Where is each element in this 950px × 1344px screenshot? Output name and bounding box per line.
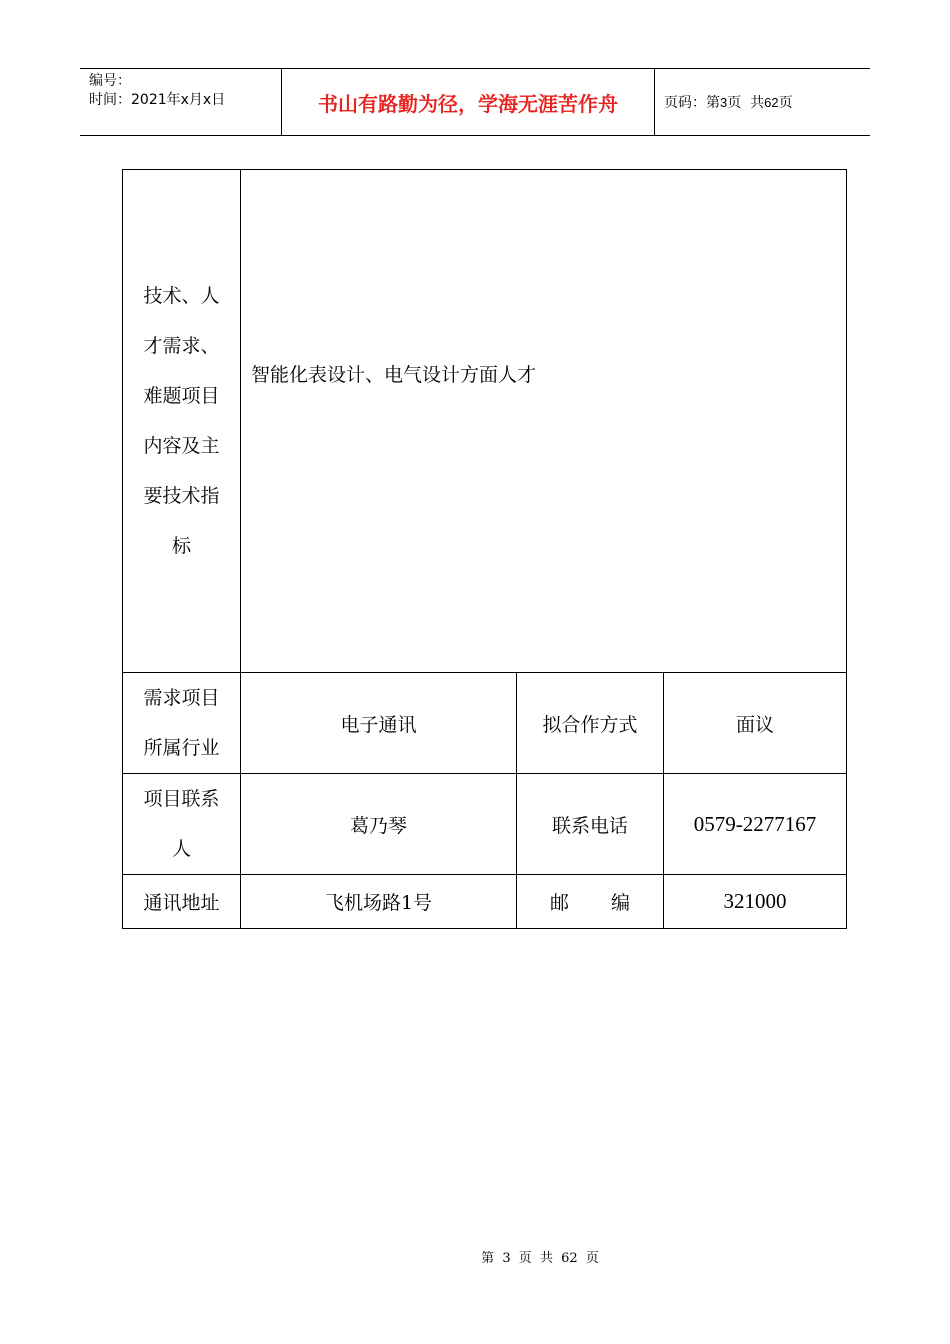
page-header [80,68,870,136]
tech-label-line: 标 [171,535,191,557]
header-page-suffix: 页 [778,95,793,111]
cooperation-label: 拟合作方式 [517,673,664,774]
header-page-mid: 页 共 [727,95,765,111]
footer-current: 3 [502,1251,511,1266]
header-meta [80,69,282,135]
phone-value: 0579-2277167 [664,774,847,875]
footer-total: 62 [561,1251,578,1266]
address-row [123,875,847,929]
tech-requirement-label [123,170,241,673]
header-motto: 书山有路勤为径，学海无涯苦作舟 [282,69,655,135]
postcode-label-part: 编 [611,892,631,914]
header-page-number [655,69,870,135]
footer-prefix: 第 [481,1251,495,1266]
tech-label-line: 内容及主 [143,435,220,457]
footer-suffix: 页 [585,1251,599,1266]
cooperation-value: 面议 [664,673,847,774]
industry-label-line: 需求项目 [143,687,220,709]
page-footer [0,1247,950,1266]
address-label: 通讯地址 [123,875,241,929]
tech-label-line: 技术、人 [143,285,220,307]
header-page-total: 62 [764,94,779,110]
postcode-label-part: 邮 [549,892,569,914]
phone-label: 联系电话 [517,774,664,875]
industry-label-line: 所属行业 [143,737,220,759]
industry-row [123,673,847,774]
tech-label-line: 要技术指 [143,485,220,507]
header-number-label: 编号： [89,73,131,89]
contact-label-line: 人 [171,838,191,860]
contact-label [123,774,241,875]
tech-requirement-content: 智能化表设计、电气设计方面人才 [241,170,847,673]
footer-mid: 页 共 [518,1251,553,1266]
tech-requirement-row [123,170,847,673]
tech-label-line: 才需求、 [143,335,220,357]
postcode-label [517,875,664,929]
header-page-prefix: 页码：第 [664,95,720,111]
contact-value: 葛乃琴 [241,774,517,875]
industry-label [123,673,241,774]
tech-label-line: 难题项目 [143,385,220,407]
postcode-value: 321000 [664,875,847,929]
address-value: 飞机场路1号 [241,875,517,929]
contact-row [123,774,847,875]
header-page-current: 3 [720,94,728,110]
demand-form-table [122,169,847,929]
contact-label-line: 项目联系 [143,788,220,810]
header-time-label: 时间：2021年x月x日 [89,92,226,108]
industry-value: 电子通讯 [241,673,517,774]
